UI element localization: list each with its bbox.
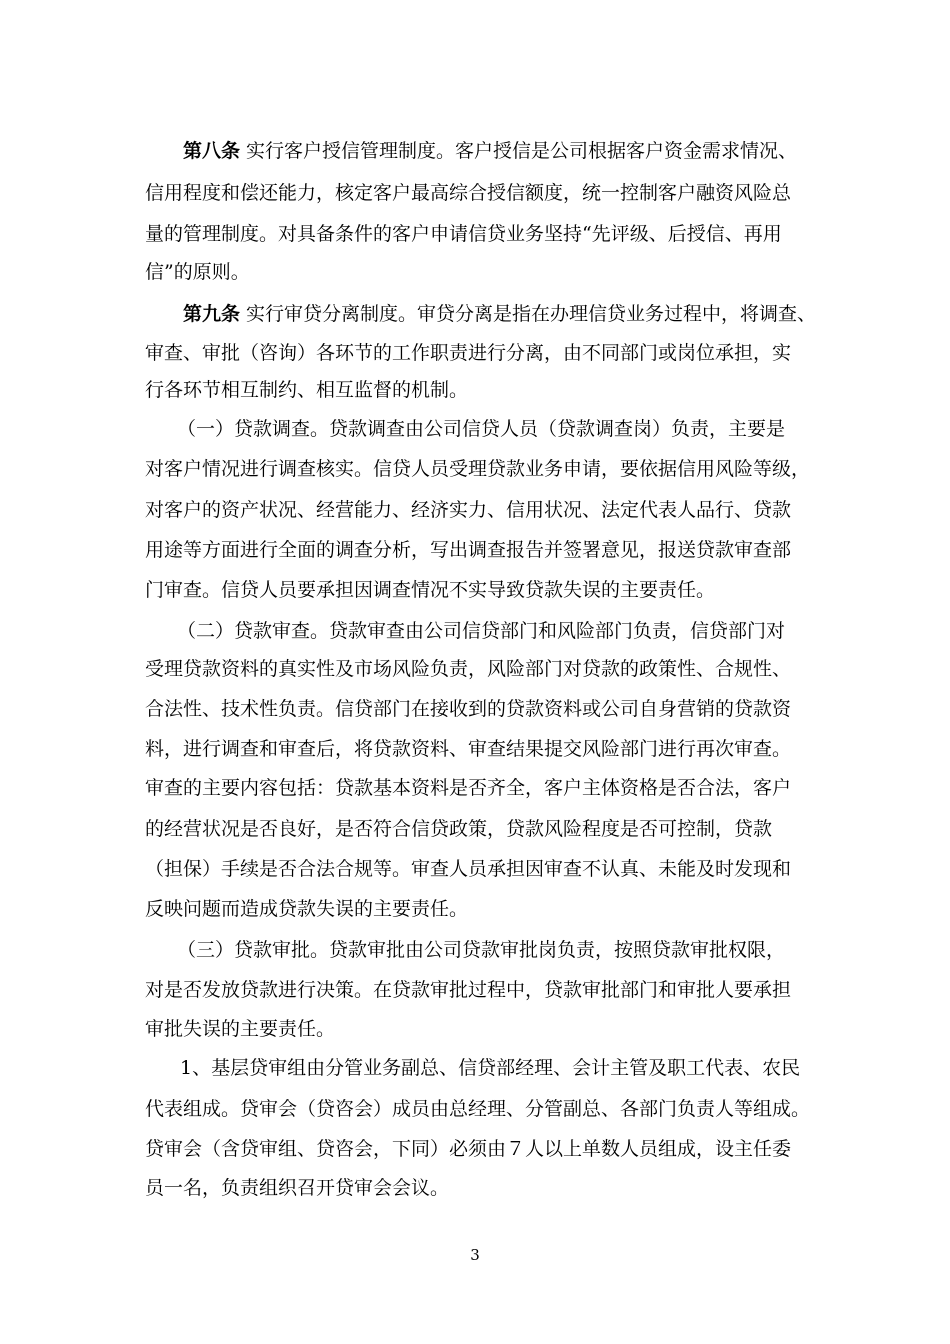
section-2-line-2: 受理贷款资料的真实性及市场风险负责，风险部门对贷款的政策性、合规性、 bbox=[145, 658, 792, 680]
page-number: 3 bbox=[470, 1246, 480, 1264]
section-2-line-8: 反映问题而造成贷款失误的主要责任。 bbox=[145, 898, 469, 920]
item-1-line-1: 1、基层贷审组由分管业务副总、信贷部经理、会计主管及职工代表、农民 bbox=[180, 1057, 801, 1079]
article-8-line-2: 信用程度和偿还能力，核定客户最高综合授信额度，统一控制客户融资风险总 bbox=[145, 182, 792, 204]
section-2-line-1: （二）贷款审查。贷款审查由公司信贷部门和风险部门负责，信贷部门对 bbox=[177, 620, 786, 642]
section-3-line-2: 对是否发放贷款进行决策。在贷款审批过程中，贷款审批部门和审批人要承担 bbox=[145, 979, 792, 1001]
section-2-line-4: 料，进行调查和审查后，将贷款资料、审查结果提交风险部门进行再次审查。 bbox=[145, 738, 792, 760]
section-1-line-1: （一）贷款调查。贷款调查由公司信贷人员（贷款调查岗）负责，主要是 bbox=[177, 418, 786, 440]
article-8-line-3: 量的管理制度。对具备条件的客户申请信贷业务坚持“先评级、后授信、再用 bbox=[145, 223, 782, 245]
section-2-line-6: 的经营状况是否良好，是否符合信贷政策，贷款风险程度是否可控制，贷款 bbox=[145, 818, 773, 840]
article-9-text: 实行审贷分离制度。审贷分离是指在办理信贷业务过程中，将调查、 bbox=[240, 303, 817, 325]
item-1-line-3: 贷审会（含贷审组、贷咨会，下同）必须由７人以上单数人员组成，设主任委 bbox=[145, 1138, 792, 1160]
article-9-line-3: 行各环节相互制约、相互监督的机制。 bbox=[145, 379, 469, 401]
article-8-text: 实行客户授信管理制度。客户授信是公司根据客户资金需求情况、 bbox=[240, 140, 798, 162]
section-1-line-4: 用途等方面进行全面的调查分析，写出调查报告并签署意见，报送贷款审查部 bbox=[145, 539, 792, 561]
article-9-line-2: 审查、审批（咨询）各环节的工作职责进行分离，由不同部门或岗位承担，实 bbox=[145, 342, 792, 364]
item-1-line-4: 员一名，负责组织召开贷审会会议。 bbox=[145, 1177, 450, 1199]
article-9-lead: 第九条 bbox=[183, 303, 241, 325]
article-8-line-4: 信”的原则。 bbox=[145, 261, 250, 283]
article-8-line-1 bbox=[183, 139, 797, 163]
article-8-lead: 第八条 bbox=[183, 140, 241, 162]
section-2-line-5: 审查的主要内容包括：贷款基本资料是否齐全，客户主体资格是否合法，客户 bbox=[145, 777, 792, 799]
section-2-line-3: 合法性、技术性负责。信贷部门在接收到的贷款资料或公司自身营销的贷款资 bbox=[145, 698, 792, 720]
article-9-line-1 bbox=[183, 302, 816, 326]
item-1-line-2: 代表组成。贷审会（贷咨会）成员由总经理、分管副总、各部门负责人等组成。 bbox=[145, 1098, 811, 1120]
section-3-line-3: 审批失误的主要责任。 bbox=[145, 1018, 336, 1040]
section-1-line-3: 对客户的资产状况、经营能力、经济实力、信用状况、法定代表人品行、贷款 bbox=[145, 499, 792, 521]
section-1-line-5: 门审查。信贷人员要承担因调查情况不实导致贷款失误的主要责任。 bbox=[145, 579, 716, 601]
section-2-line-7: （担保）手续是否合法合规等。审查人员承担因审查不认真、未能及时发现和 bbox=[145, 858, 792, 880]
section-3-line-1: （三）贷款审批。贷款审批由公司贷款审批岗负责，按照贷款审批权限， bbox=[177, 939, 786, 961]
section-1-line-2: 对客户情况进行调查核实。信贷人员受理贷款业务申请，要依据信用风险等级， bbox=[145, 458, 811, 480]
